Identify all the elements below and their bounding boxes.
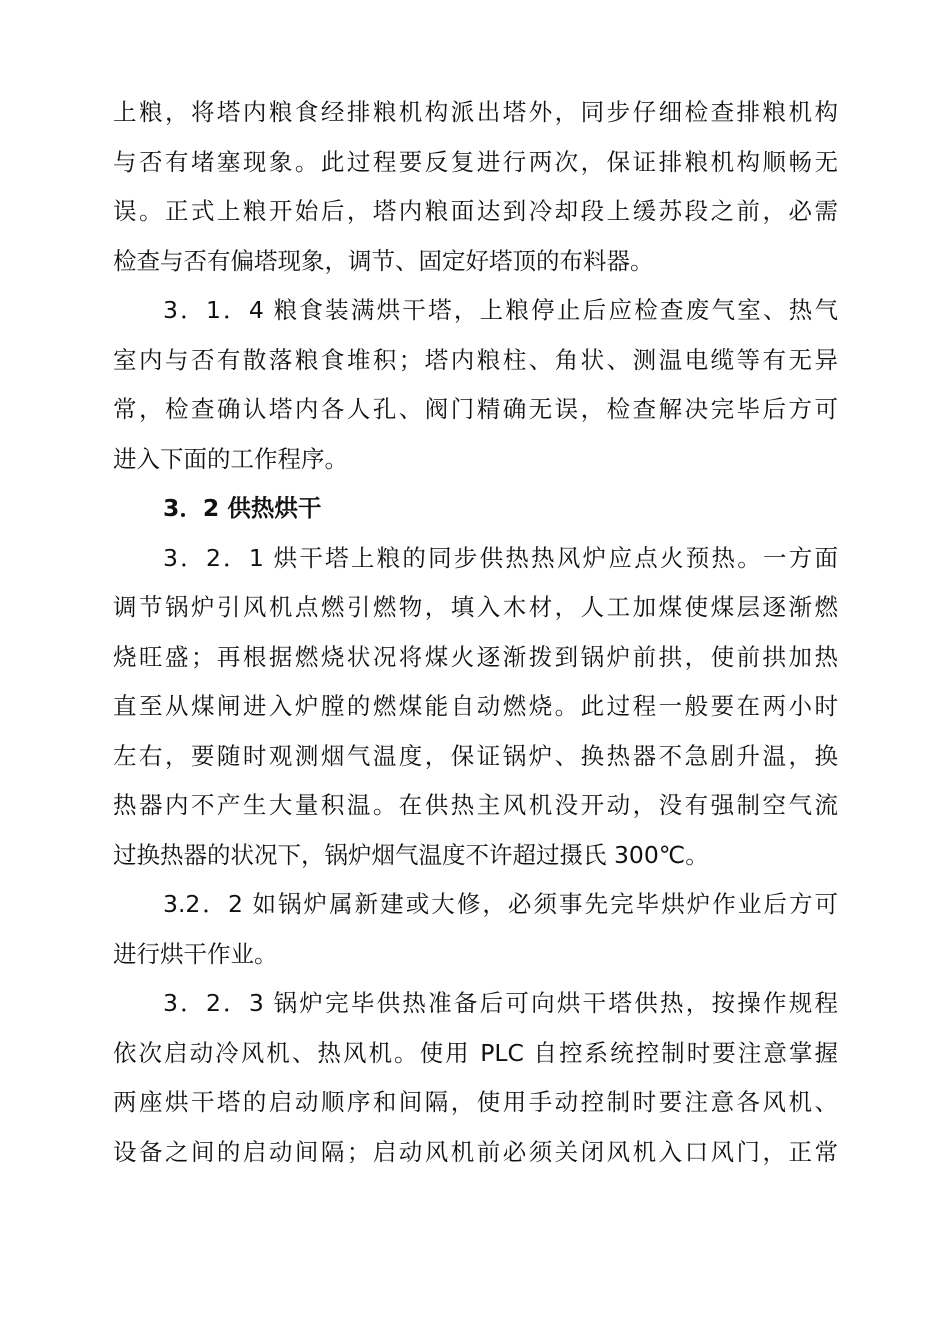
text-line: 烧旺盛；再根据燃烧状况将煤火逐渐拨到锅炉前拱，使前拱加热: [113, 642, 838, 671]
text-line: 两座烘干塔的启动顺序和间隔，使用手动控制时要注意各风机、: [113, 1088, 838, 1116]
text-line: 热器内不产生大量积温。在供热主风机没开动，没有强制空气流: [113, 791, 838, 819]
paragraph-3-2-1: [113, 534, 838, 881]
text-line: 过换热器的状况下，锅炉烟气温度不许超过摄氏 300℃。: [113, 840, 709, 869]
paragraph-continuation: [113, 88, 838, 286]
text-line: 3．1．4 粮食装满烘干塔，上粮停止后应检查废气室、热气: [163, 296, 838, 324]
text-line: 设备之间的启动间隔；启动风机前必须关闭风机入口风门，正常: [113, 1137, 838, 1166]
text-line: 3．2．1 烘干塔上粮的同步供热热风炉应点火预热。一方面: [163, 543, 838, 572]
section-heading-3-2: [113, 484, 838, 534]
text-line: 调节锅炉引风机点燃引燃物，填入木材，人工加煤使煤层逐渐燃: [113, 593, 838, 621]
text-line: 3.2．2 如锅炉属新建或大修，必须事先完毕烘炉作业后方可: [163, 890, 838, 918]
section-heading: 3．2 供热烘干: [163, 494, 322, 522]
text-line: 上粮，将塔内粮食经排粮机构派出塔外，同步仔细检查排粮机构: [113, 98, 838, 126]
text-line: 常，检查确认塔内各人孔、阀门精确无误，检查解决完毕后方可: [113, 395, 838, 423]
text-line: 进行烘干作业。: [113, 939, 278, 968]
text-line: 左右，要随时观测烟气温度，保证锅炉、换热器不急剧升温，换: [113, 741, 838, 770]
paragraph-3-2-2: [113, 880, 838, 979]
text-line: 依次启动冷风机、热风机。使用 PLC 自控系统控制时要注意掌握: [113, 1038, 838, 1067]
text-line: 进入下面的工作程序。: [113, 444, 348, 473]
text-line: 室内与否有散落粮食堆积；塔内粮柱、角状、测温电缆等有无异: [113, 345, 838, 374]
paragraph-3-2-3: [113, 979, 838, 1177]
text-line: 3．2．3 锅炉完毕供热准备后可向烘干塔供热，按操作规程: [163, 989, 838, 1017]
text-line: 与否有堵塞现象。此过程要反复进行两次，保证排粮机构顺畅无: [113, 147, 838, 176]
paragraph-3-1-4: [113, 286, 838, 484]
text-line: 误。正式上粮开始后，塔内粮面达到冷却段上缓苏段之前，必需: [113, 197, 838, 225]
document-body: [113, 88, 838, 1177]
text-line: 直至从煤闸进入炉膛的燃煤能自动燃烧。此过程一般要在两小时: [113, 692, 838, 720]
text-line: 检查与否有偏塔现象，调节、固定好塔顶的布料器。: [113, 246, 654, 275]
